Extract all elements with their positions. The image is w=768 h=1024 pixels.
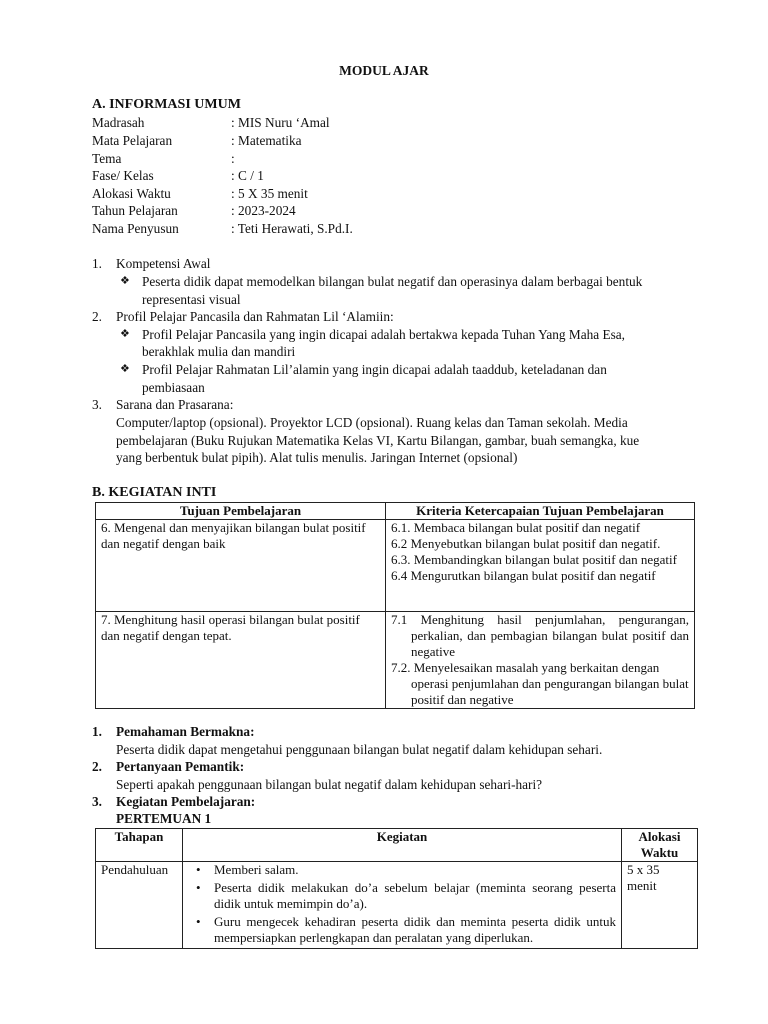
sarana-text-line: Computer/laptop (opsional). Proyektor LCD (opsional). Ruang kelas dan Taman sekolah. Media	[116, 415, 628, 430]
list-number: 1.	[92, 724, 102, 739]
kegiatan-pembelajaran-title: Kegiatan Pembelajaran:	[116, 794, 256, 809]
field-value-alokasi-waktu: : 5 X 35 menit	[231, 186, 308, 201]
list-item-continuation: representasi visual	[142, 292, 241, 307]
field-label-tema: Tema	[92, 151, 122, 166]
list-number: 1.	[92, 256, 102, 271]
diamond-bullet-icon: ❖	[120, 275, 130, 287]
field-label-alokasi-waktu: Alokasi Waktu	[92, 186, 171, 201]
pertemuan-heading: PERTEMUAN 1	[116, 811, 212, 826]
pertanyaan-pemantik-title: Pertanyaan Pemantik:	[116, 759, 245, 774]
pertanyaan-pemantik-text: Seperti apakah penggunaan bilangan bulat negatif dalam kehidupan sehari-hari?	[116, 777, 543, 792]
kriteria-item: 6.3. Membandingkan bilangan bulat positif dan negatif	[391, 552, 677, 567]
list-item: • Memberi salam.	[214, 862, 616, 878]
field-value-madrasah: : MIS Nuru ‘Amal	[231, 115, 330, 130]
table-header-tujuan: Tujuan Pembelajaran	[96, 503, 386, 520]
table-cell-alokasi: 5 x 35 menit	[622, 862, 698, 949]
list-item-continuation: berakhlak mulia dan mandiri	[142, 344, 296, 359]
table-row	[96, 520, 695, 612]
list-item: • Peserta didik melakukan do’a sebelum belajar (meminta seorang peserta didik untuk memimpin do’a).	[214, 880, 616, 912]
field-label-fase-kelas: Fase/ Kelas	[92, 168, 154, 183]
field-value-tema: :	[231, 151, 235, 166]
kriteria-item: 6.4 Mengurutkan bilangan bulat positif dan negatif	[391, 568, 656, 583]
diamond-bullet-icon: ❖	[120, 328, 130, 340]
learning-objectives-table	[95, 502, 695, 709]
field-value-tahun-pelajaran: : 2023-2024	[231, 203, 296, 218]
kriteria-item: 7.2. Menyelesaikan masalah yang berkaitan dengan operasi penjumlahan dan pengurangan bilangan bulat positif dan negative	[391, 660, 689, 707]
field-label-tahun-pelajaran: Tahun Pelajaran	[92, 203, 178, 218]
table-cell-tujuan: 7. Menghitung hasil operasi bilangan bulat positif dan negatif dengan tepat.	[96, 612, 386, 709]
diamond-bullet-icon: ❖	[120, 363, 130, 375]
list-number: 2.	[92, 309, 102, 324]
list-item-continuation: pembiasaan	[142, 380, 205, 395]
field-value-mata-pelajaran: : Matematika	[231, 133, 302, 148]
list-item: Profil Pelajar Rahmatan Lil’alamin yang ingin dicapai adalah taaddub, keteladanan dan	[142, 362, 607, 377]
field-label-nama-penyusun: Nama Penyusun	[92, 221, 179, 236]
pemahaman-bermakna-text: Peserta didik dapat mengetahui penggunaan bilangan bulat negatif dalam kehidupan sehari.	[116, 742, 603, 757]
table-cell-tujuan: 6. Mengenal dan menyajikan bilangan bulat positif dan negatif dengan baik	[96, 520, 386, 612]
field-label-madrasah: Madrasah	[92, 115, 145, 130]
table-cell-kriteria	[386, 520, 695, 612]
list-number: 2.	[92, 759, 102, 774]
kriteria-item: 7.1 Menghitung hasil penjumlahan, pengurangan, perkalian, dan pembagian bilangan bulat positif dan negative	[391, 612, 689, 659]
sarana-text-line: pembelajaran (Buku Rujukan Matematika Kelas VI, Kartu Bilangan, gambar, buah semangka, kue	[116, 433, 640, 448]
list-item: Peserta didik dapat memodelkan bilangan bulat negatif dan operasinya dalam berbagai bentuk	[142, 274, 643, 289]
table-header-alokasi: Alokasi Waktu	[622, 829, 698, 862]
field-value-nama-penyusun: : Teti Herawati, S.Pd.I.	[231, 221, 353, 236]
sarana-prasarana-title: Sarana dan Prasarana:	[116, 397, 234, 412]
kegiatan-list	[188, 862, 616, 946]
list-item: Profil Pelajar Pancasila yang ingin dicapai adalah bertakwa kepada Tuhan Yang Maha Esa,	[142, 327, 625, 342]
table-header-kegiatan: Kegiatan	[183, 829, 622, 862]
field-label-mata-pelajaran: Mata Pelajaran	[92, 133, 173, 148]
kriteria-item: 6.2 Menyebutkan bilangan bulat positif dan negatif.	[391, 536, 661, 551]
table-header-kriteria: Kriteria Ketercapaian Tujuan Pembelajaran	[386, 503, 695, 520]
table-row	[96, 862, 698, 949]
table-row	[96, 612, 695, 709]
sarana-text-line: yang berbentuk bulat pipih). Alat tulis menulis. Jaringan Internet (opsional)	[116, 450, 518, 465]
field-value-fase-kelas: : C / 1	[231, 168, 264, 183]
kompetensi-awal-title: Kompetensi Awal	[116, 256, 211, 271]
table-header-tahapan: Tahapan	[96, 829, 183, 862]
activity-table	[95, 828, 698, 949]
section-a-heading: A. INFORMASI UMUM	[92, 97, 241, 112]
table-cell-tahapan: Pendahuluan	[96, 862, 183, 949]
list-number: 3.	[92, 397, 102, 412]
list-number: 3.	[92, 794, 102, 809]
list-item: • Guru mengecek kehadiran peserta didik dan meminta peserta didik untuk mempersiapkan perlengkapan dan peralatan yang diperlukan.	[214, 914, 616, 946]
profil-pelajar-title: Profil Pelajar Pancasila dan Rahmatan Lil ‘Alamiin:	[116, 309, 394, 324]
table-cell-kriteria	[386, 612, 695, 709]
pemahaman-bermakna-title: Pemahaman Bermakna:	[116, 724, 255, 739]
table-cell-kegiatan	[183, 862, 622, 949]
kriteria-item: 6.1. Membaca bilangan bulat positif dan negatif	[391, 520, 641, 535]
section-b-heading: B. KEGIATAN INTI	[92, 485, 217, 500]
document-title: MODUL AJAR	[339, 63, 429, 78]
